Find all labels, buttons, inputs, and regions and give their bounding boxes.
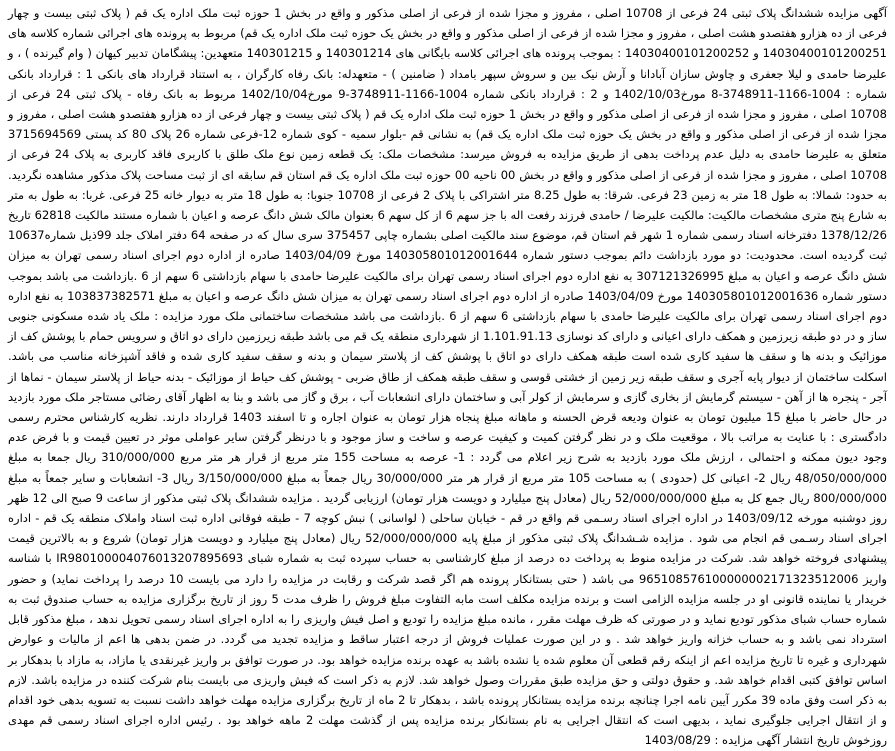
auction-notice-text [8, 3, 887, 751]
publish-date: 1403/08/29 [644, 733, 711, 748]
notice-body: آگهی مزایده ششدانگ پلاک ثبتی 24 فرعی از 10708 اصلی ، مفروز و مجزا شده از فرعی از اصلی مذکور و واقع در بخش 1 حوزه ثبت ملک اداره یک قم ( پلاک ثبتی بیست و چهار فرعی از ده هزارو هفتصدو هشت اصلی ، مفروز و مجزا شده از فرعی از اصلی مذکور و واقع در بخش یک حوزه ثبت ملک اداره یک قم) مربوط به پرونده های اجرائی شماره کلاسه های 14030400101200251 و 14030400101200252 : بموجب پرونده های اجرائی کلاسه بایگانی های 140301214 و 140301215 متعهدین: پیشگامان تدبیر کیهان ( وام گیرنده ) ، و علیرضا حامدی و لیلا جعفری و چاوش سازان آبادانا و آرش نیک بین و سروش سپهر بامداد ( ضامنین ) - متعهدله: بانک رفاه کارگران ، به استناد قرارداد های بانکی 1 : قرارداد بانکی شماره : 1004-1166-3748911-8 مورخ1402/10/03 و 2 : قرارداد بانکی شماره 1004-1166-3748911-9 مورخ1402/10/04 مربوط به بانک رفاه - پلاک ثبتی 24 فرعی از 10708 اصلی ، مفروز و مجزا شده از فرعی از اصلی مذکور و واقع در بخش 1 حوزه ثبت ملک اداره یک قم ( پلاک ثبتی بیست و چهار فرعی از ده هزارو هفتصدو هشت اصلی ، مفروز و مجزا شده از فرعی از اصلی مذکور و واقع در بخش یک حوزه ثبت ملک اداره یک قم) به نشانی قم -بلوار سمیه - کوی شماره 12-فرعی شماره 26 پلاک 80 کد پستی 3715694569 متعلق به علیرضا حامدی به دلیل عدم پرداخت بدهی از طریق مزایده به فروش میرسد: مشخصات ملک: یک قطعه زمین نوع ملک طلق با کاربری فاقد کاربری به پلاک 24 فرعی از 10708 اصلی ، مفروز و مجزا شده از فرعی از اصلی مذکور و واقع در بخش 00 ناحیه 00 حوزه ثبت ملک اداره یک قم استان قم سابقه ای از ثبت مساحت پلاک مذکور مشاهده نگردید. به حدود: شمالا: به طول 18 متر به زمین 23 فرعی. شرقا: به طول 8.25 متر اشتراکی با پلاک 2 فرعی از 10708 جنوبا: به طول 18 متر به دیوار خانه 25 فرعی. غربا: به طول به متر به شارع پنج متری مشخصات مالکیت: مالکیت علیرضا / حامدی فرزند رفعت اله با جز سهم 6 از کل سهم 6 بعنوان مالک شش دانگ عرصه و اعیان با شماره مستند مالکیت 62818 تاریخ 1378/12/26 دفترخانه اسناد رسمی شماره 1 شهر قم استان قم، موضوع سند مالکیت اصلی بشماره چاپی 375457 سری سال که در صفحه 64 دفتر املاک جلد 99ذیل شماره10637 ثبت گردیده است. محدودیت: دو مورد بازداشت دائم بموجب دستور شماره 140305801012001644 مورخ 1403/04/09 صادره از اداره دوم اجرای اسناد رسمی تهران به میزان شش دانگ عرصه و اعیان به مبلغ 307121326995 به نفع اداره دوم اجرای اسناد رسمی تهران برای مالکیت علیرضا حامدی با سهام بازداشتی 6 سهم از 6 .بازداشت می باشد بموجب دستور شماره 140305801012001636 مورخ 1403/04/09 صادره از اداره دوم اجرای اسناد رسمی تهران به میزان شش دانگ عرصه و اعیان به مبلغ 103837382571 به نفع اداره دوم اجرای اسناد رسمی تهران برای مالکیت علیرضا حامدی با سهام بازداشتی 6 سهم از 6 .بازداشت می باشد مشخصات ساختمانی ملک مورد مزایده : ملک یاد شده مسکونی جنوبی ساز و در دو طبقه زیرزمین و همکف دارای اعیانی و دارای کد نوسازی 1.101.91.13 از شهرداری منطقه یک قم می باشد طبقه زیرزمین دارای دو اتاق و سرویس حمام با پوشش کف از موزائیک و بدنه ها و سقف ها سفید کاری شده است طبقه همکف دارای دو اتاق با پوشش کف از پلاستر سیمان و بدنه و سقف سفید کاری شده و فاقد آشپزخانه مناسب می باشد. اسکلت ساختمان از دیوار پایه آجری و سقف طبقه زیر زمین از خشتی قوسی و سقف طبقه همکف از طاق ضربی - پوشش کف حیاط از موزائیک - بدنه حیاط از پلاستر سیمان - نماها از آجر - پنجره ها از آهن - سیستم گرمایش از بخاری گازی و سرمایش از کولر آبی و ساختمان دارای انشعابات آب ، برق و گاز می باشد و بنا به اظهار آقای رضائی مستاجر ملک مورد بازدید در حال حاضر با مبلغ 15 میلیون تومان به عنوان ودیعه قرض الحسنه و ماهانه مبلغ پنجاه هزار تومان به عنوان اجاره و تا اسفند 1403 قرارداد دارند. نظریه کارشناس محترم رسمی دادگستری : با عنایت به مراتب بالا ، موقعیت ملک و در نظر گرفتن کمیت و کیفیت عرصه و ساخت و ساز موجود و با درنظر گرفتن سایر عواملی موثر در تعیین قیمت و با فرض عدم وجود دیون ممکنه و احتمالی ، ارزش ملک مورد بازدید به شرح زیر اعلام می گردد : 1- عرصه به مساحت 155 متر مربع از قرار هر متر مربع 310/000/000 ریال جمعا به مبلغ 48/050/000/000 ریال 2- اعیانی کل (حدودی ) به مساحت 105 متر مربع از قرار هر متر 30/000/000 ریال جمعاً به مبلغ 3/150/000/000 ریال 3- انشعابات و سایر جمعاً به مبلغ 800/000/000 ریال جمع کل به مبلغ 52/000/000/000 ریال (معادل پنج میلیارد و دویست هزار تومان) ارزیابی گردید . مزایده ششدانگ پلاک ثبتی مذکور از ساعت 9 صبح الی 12 ظهر روز دوشنبه مورخه 1403/09/12 در اداره اجرای اسناد رسـمی قم واقع در قم - خیابان ساحلی ( لواسانی ) نبش کوچه 7 - طبقه فوقانی اداره ثبت اسناد واملاک منطقه یک قم - اداره اجرای اسناد رسـمی قم انجام می شود . مزایده شـشدانگ پلاک ثبتی مذکور از مبلغ پایه 52/000/000/000 ریال (معادل پنج میلیارد و دویست هزار تومان) شروع و به بالاترین قیمت پیشنهادی فروخته خواهد شد. شرکت در مزایده منوط به پرداخت ده درصد از مبلغ کارشناسی به حساب سپرده ثبت به شماره شبای IR980100004076013207895693 با شناسه واریز 965108576100000002171323512006 می باشد ( حتی بستانکار پرونده هم اگر قصد شرکت و رقابت در مزایده را دارد می بایست 10 درصد را پرداخت نماید) و حضور خریدار یا نماینده قانونی او در جلسه مزایده الزامی است و برنده مزایده مکلف است مابه التفاوت مبلغ فروش را ظرف مدت 5 روز از تاریخ برگزاری مزایده به حساب صندوق ثبت به شماره حساب شبای مذکور تودیع نماید و در صورتی که ظرف مهلت مقرر ، مانده مبلغ مزایده را تودیع و اصل فیش واریزی را به اداره اجرای اسناد رسمی تحویل ندهد ، مبلغ مذکور قابل استرداد نمی باشد و به حساب خزانه واریز خواهد شد . و در این صورت عملیات فروش از درجه اعتبار ساقط و مزایده تجدید می گردد. در ضمن بدهی ها اعم از مالیات و عوارض شهرداری و غیره تا تاریخ مزایده اعم از اینکه رقم قطعی آن معلوم شده یا نشده باشد به عهده برنده مزایده خواهد بود. در صورت توافق بر واریز غیرنقدی یا مازاد، به مازاد با بدهکار بر اساس توافق کتبی اقدام خواهد شد. و حقوق دولتی و حق مزایده طبق مقررات وصول خواهد شد. لازم به ذکر است که فیش واریزی می بایست بنام شرکت کننده در مزایده باشد. لازم به ذکر است وفق ماده 39 مکرر آیین نامه اجرا چنانچه برنده مزایده بستانکار پرونده باشد ، بدهکار تا 2 ماه از تاریخ برگزاری مزایده مهلت خواهد داشت نسبت به تسویه بدهی خود اقدام و از انتقال اجرایی جلوگیری نماید ، بدیهی است که انتقال اجرایی به نام بستانکار برنده مزایده پس از گذشت مهلت 2 ماهه خواهد بود . رئیس اداره اجرای اسناد رسمی قم مهدی روزخوش تاریخ انتشار آگهی مزایده : [8, 6, 888, 748]
